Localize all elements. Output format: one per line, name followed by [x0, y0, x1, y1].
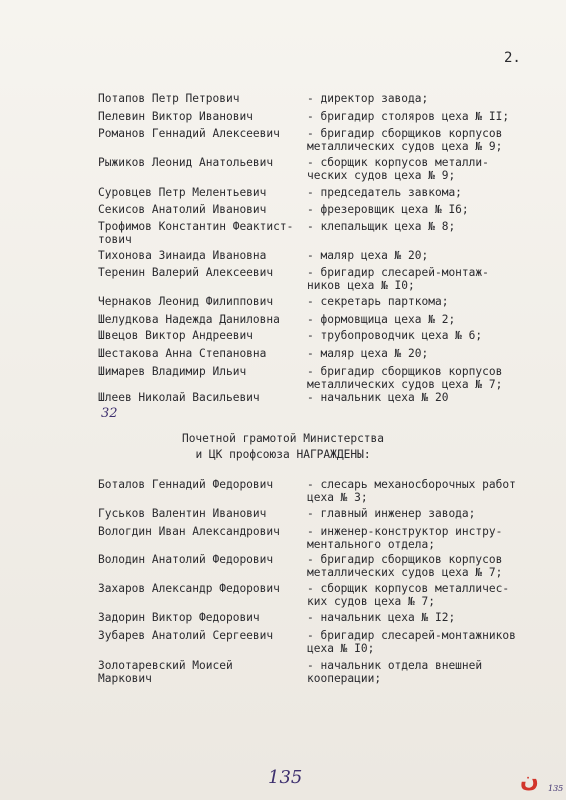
handwritten-page-number: 135	[268, 767, 303, 788]
person-position: - секретарь парткома;	[307, 295, 449, 308]
person-name: Золотаревский Моисей Маркович	[98, 659, 233, 685]
person-name: Рыжиков Леонид Анатольевич	[98, 156, 274, 169]
person-name: Боталов Геннадий Федорович	[98, 478, 274, 491]
person-position: - формовщица цеха № 2;	[307, 313, 456, 326]
person-name: Гуськов Валентин Иванович	[98, 507, 267, 520]
person-position: - маляр цеха № 20;	[307, 249, 429, 262]
person-name: Зубарев Анатолий Сергеевич	[98, 629, 274, 642]
archive-stamp-mark: ن	[520, 768, 539, 793]
person-name: Захаров Александр Федорович	[98, 582, 280, 595]
person-name: Романов Геннадий Алексеевич	[98, 127, 280, 140]
person-name: Шестакова Анна Степановна	[98, 347, 267, 360]
person-position: - главный инженер завода;	[307, 507, 476, 520]
person-name: Трофимов Константин Феактист- тович	[98, 220, 294, 246]
person-position: - бригадир слесарей-монтаж- ников цеха № I0;	[307, 266, 489, 292]
section-heading-line-2: и ЦК профсоюза НАГРАЖДЕНЫ:	[195, 448, 371, 461]
person-name: Потапов Петр Петрович	[98, 92, 240, 105]
person-position: - трубопроводчик цеха № 6;	[307, 329, 483, 342]
person-position: - сборщик корпусов металличес- ких судов цеха № 7;	[307, 582, 510, 608]
person-name: Пелевин Виктор Иванович	[98, 110, 253, 123]
person-position: - председатель завкома;	[307, 186, 462, 199]
person-position: - бригадир слесарей-монтажников цеха № I0;	[307, 629, 516, 655]
person-name: Шелудкова Надежда Даниловна	[98, 313, 280, 326]
person-position: - клепальщик цеха № 8;	[307, 220, 456, 233]
person-position: - начальник цеха № I2;	[307, 611, 456, 624]
person-position: - маляр цеха № 20;	[307, 347, 429, 360]
person-name: Швецов Виктор Андреевич	[98, 329, 253, 342]
person-position: - начальник цеха № 20	[307, 391, 449, 404]
person-name: Шлеев Николай Васильевич	[98, 391, 260, 404]
archive-stamp-number: 135	[548, 784, 564, 793]
person-name: Вологдин Иван Александрович	[98, 525, 280, 538]
person-position: - бригадир сборщиков корпусов металлических судов цеха № 9;	[307, 127, 503, 153]
person-position: - инженер-конструктор инстру- ментального отдела;	[307, 525, 503, 551]
person-name: Шимарев Владимир Ильич	[98, 365, 247, 378]
person-position: - бригадир сборщиков корпусов металлических судов цеха № 7;	[307, 365, 503, 391]
handwritten-count: 32	[101, 406, 118, 421]
person-name: Теренин Валерий Алексеевич	[98, 266, 274, 279]
person-position: - начальник отдела внешней кооперации;	[307, 659, 483, 685]
person-name: Секисов Анатолий Иванович	[98, 203, 267, 216]
person-position: - бригадир столяров цеха № II;	[307, 110, 510, 123]
person-name: Володин Анатолий Федорович	[98, 553, 274, 566]
person-position: - бригадир сборщиков корпусов металлических судов цеха № 7;	[307, 553, 503, 579]
person-name: Чернаков Леонид Филиппович	[98, 295, 274, 308]
section-heading-line-1: Почетной грамотой Министерства	[181, 432, 385, 445]
person-position: - сборщик корпусов металли- ческих судов цеха № 9;	[307, 156, 489, 182]
person-position: - слесарь механосборочных работ цеха № 3;	[307, 478, 516, 504]
person-name: Суровцев Петр Мелентьевич	[98, 186, 267, 199]
person-name: Тихонова Зинаида Ивановна	[98, 249, 267, 262]
page-number: 2.	[504, 50, 521, 66]
person-position: - фрезеровщик цеха № I6;	[307, 203, 469, 216]
person-name: Задорин Виктор Федорович	[98, 611, 260, 624]
person-position: - директор завода;	[307, 92, 429, 105]
